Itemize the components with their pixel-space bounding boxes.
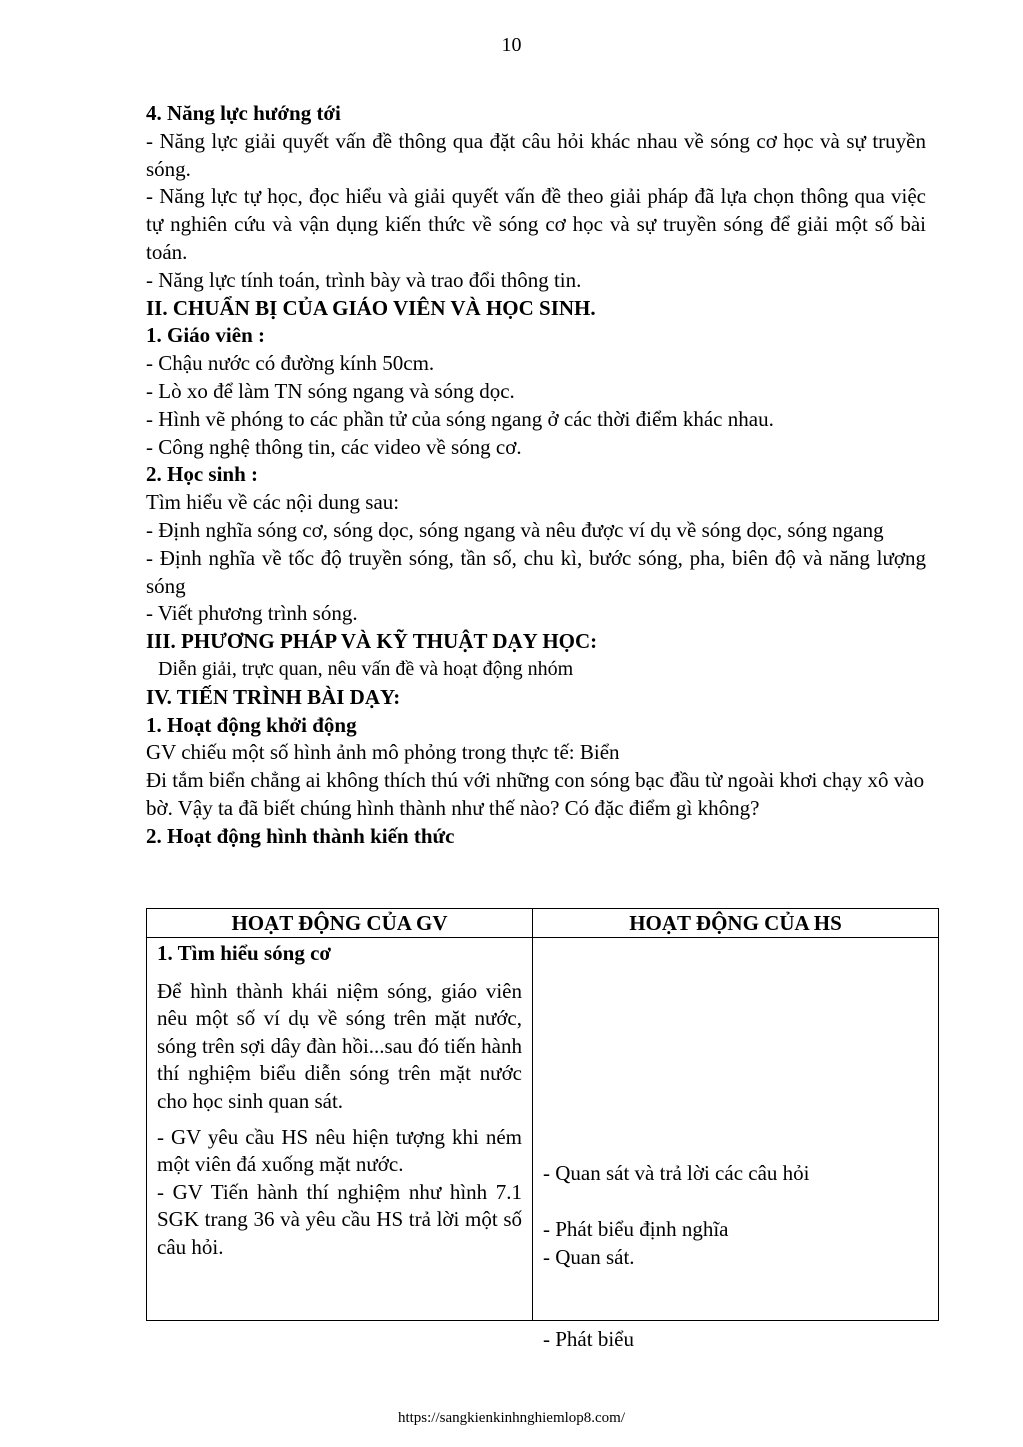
gv-intro: Để hình thành khái niệm sóng, giáo viên nêu một số ví dụ về sóng trên mặt nước, sóng trên sợi dây đàn hồi...sau đó tiến hành thí nghiệm biểu diễn sóng trên mặt nước cho học sinh quan sát. [157,978,522,1113]
section-iii-text: Diễn giải, trực quan, nêu vấn đề và hoạt động nhóm [158,657,574,680]
teacher-title: 1. Giáo viên : [146,323,265,348]
hs-line: - Phát biểu [543,1327,634,1351]
activity-1-title: 1. Hoạt động khởi động [146,712,357,737]
hs-cell [533,938,939,1351]
activity-1-line: Đi tắm biển chẳng ai không thích thú với những con sóng bạc đầu từ ngoài khơi chạy xô vào bờ. Vậy ta đã biết chúng hình thành như thế nào? Có đặc điểm gì không? [146,768,925,820]
header-hs: HOẠT ĐỘNG CỦA HS [533,909,939,938]
section-4-title: 4. Năng lực hướng tới [146,101,341,125]
section-4-item: - Năng lực tính toán, trình bày và trao đổi thông tin. [146,267,582,292]
activity-1-line: GV chiếu một số hình ảnh mô phỏng trong thực tế: Biển [146,740,620,765]
student-item: - Định nghĩa sóng cơ, sóng dọc, sóng ngang và nêu được ví dụ về sóng dọc, sóng ngang [146,517,884,542]
teacher-item: - Chậu nước có đường kính 50cm. [146,351,435,376]
hs-line: - Quan sát. [543,1245,635,1269]
hs-line: - Phát biểu định nghĩa [543,1217,729,1241]
header-gv: HOẠT ĐỘNG CỦA GV [147,909,533,938]
section-iii-title: III. PHƯƠNG PHÁP VÀ KỸ THUẬT DẠY HỌC: [146,629,598,654]
activity-table [146,908,939,1351]
student-item: - Viết phương trình sóng. [146,601,358,626]
teacher-item: - Hình vẽ phóng to các phần tử của sóng ngang ở các thời điểm khác nhau. [146,406,774,431]
section-4-item: - Năng lực giải quyết vấn đề thông qua đặt câu hỏi khác nhau về sóng cơ học và sự truyền sóng. [146,128,926,181]
table-row [147,938,939,1321]
table-header-row [147,909,939,938]
teacher-item: - Lò xo để làm TN sóng ngang và sóng dọc. [146,378,515,403]
gv-cell [147,938,533,1321]
gv-step: - GV Tiến hành thí nghiệm như hình 7.1 SGK trang 36 và yêu cầu HS trả lời một số câu hỏi. [157,1179,522,1259]
section-ii-title: II. CHUẨN BỊ CỦA GIÁO VIÊN VÀ HỌC SINH. [146,295,596,320]
hs-line: - Quan sát và trả lời các câu hỏi [543,1161,810,1185]
document-body [146,100,926,851]
student-intro: Tìm hiểu về các nội dung sau: [146,490,400,515]
student-title: 2. Học sinh : [146,462,259,487]
activity-2-title: 2. Hoạt động hình thành kiến thức [146,823,455,848]
footer-url: https://sangkienkinhnghiemlop8.com/ [397,1410,626,1426]
gv-title: 1. Tìm hiểu sóng cơ [157,941,332,965]
student-item: - Định nghĩa về tốc độ truyền sóng, tần số, chu kì, bước sóng, pha, biên độ và năng lượng sóng [146,545,926,598]
teacher-item: - Công nghệ thông tin, các video về sóng cơ. [146,434,522,459]
section-iv-title: IV. TIẾN TRÌNH BÀI DẠY: [146,684,401,709]
gv-step: - GV yêu cầu HS nêu hiện tượng khi ném một viên đá xuống mặt nước. [157,1124,522,1177]
section-4-item: - Năng lực tự học, đọc hiểu và giải quyết vấn đề theo giải pháp đã lựa chọn thông qua việc tự nghiên cứu và vận dụng kiến thức về sóng cơ học và sự truyền sóng để giải một số bài toán. [146,184,926,264]
page-number: 10 [501,34,522,56]
